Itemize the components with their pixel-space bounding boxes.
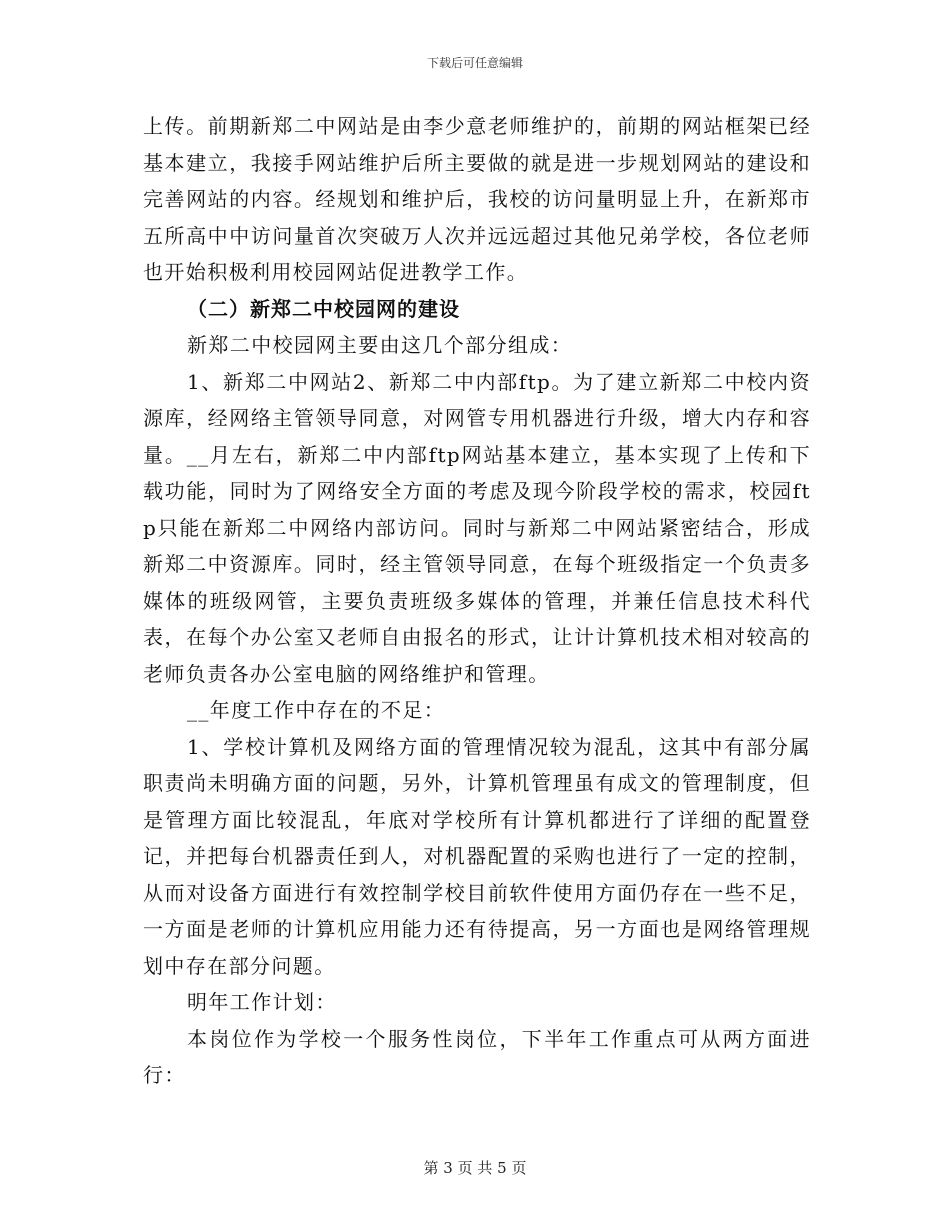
document-body xyxy=(143,108,811,1094)
body-paragraph-1: 上传。前期新郑二中网站是由李少意老师维护的，前期的网站框架已经基本建立，我接手网站维护后所主要做的就是进一步规划网站的建设和完善网站的内容。经规划和维护后，我校的访问量明显上升，在新郑市五所高中中访问量首次突破万人次并远远超过其他兄弟学校，各位老师也开始积极利用校园网站促进教学工作。 xyxy=(143,114,811,284)
body-paragraph-3: 1、新郑二中网站2、新郑二中内部ftp。为了建立新郑二中校内资源库，经网络主管领导同意，对网管专用机器进行升级，增大内存和容量。__月左右，新郑二中内部ftp网站基本建立，基本实现了上传和下载功能，同时为了网络安全方面的考虑及现今阶段学校的需求，校园ftp只能在新郑二中网络内部访问。同时与新郑二中网站紧密结合，形成新郑二中资源库。同时，经主管领导同意，在每个班级指定一个负责多媒体的班级网管，主要负责班级多媒体的管理，并兼任信息技术科代表，在每个办公室又老师自由报名的形式，让计计算机技术相对较高的老师负责各办公室电脑的网络维护和管理。 xyxy=(143,369,811,686)
body-paragraph-5: 1、学校计算机及网络方面的管理情况较为混乱，这其中有部分属职责尚未明确方面的问题，另外，计算机管理虽有成文的管理制度，但是管理方面比较混乱，年底对学校所有计算机都进行了详细的配置登记，并把每台机器责任到人，对机器配置的采购也进行了一定的控制，从而对设备方面进行有效控制学校目前软件使用方面仍存在一些不足，一方面是老师的计算机应用能力还有待提高，另一方面也是网络管理规划中存在部分问题。 xyxy=(143,734,811,978)
body-paragraph-2: 新郑二中校园网主要由这几个部分组成： xyxy=(187,333,573,357)
body-paragraph-4: __年度工作中存在的不足： xyxy=(187,698,446,722)
section-heading: （二）新郑二中校园网的建设 xyxy=(187,296,460,321)
page-header: 下载后可任意编辑 xyxy=(426,56,523,70)
page-footer: 第 3 页 共 5 页 xyxy=(423,1159,527,1177)
body-paragraph-6: 明年工作计划： xyxy=(187,990,337,1014)
body-paragraph-7: 本岗位作为学校一个服务性岗位，下半年工作重点可从两方面进行： xyxy=(143,1026,811,1087)
